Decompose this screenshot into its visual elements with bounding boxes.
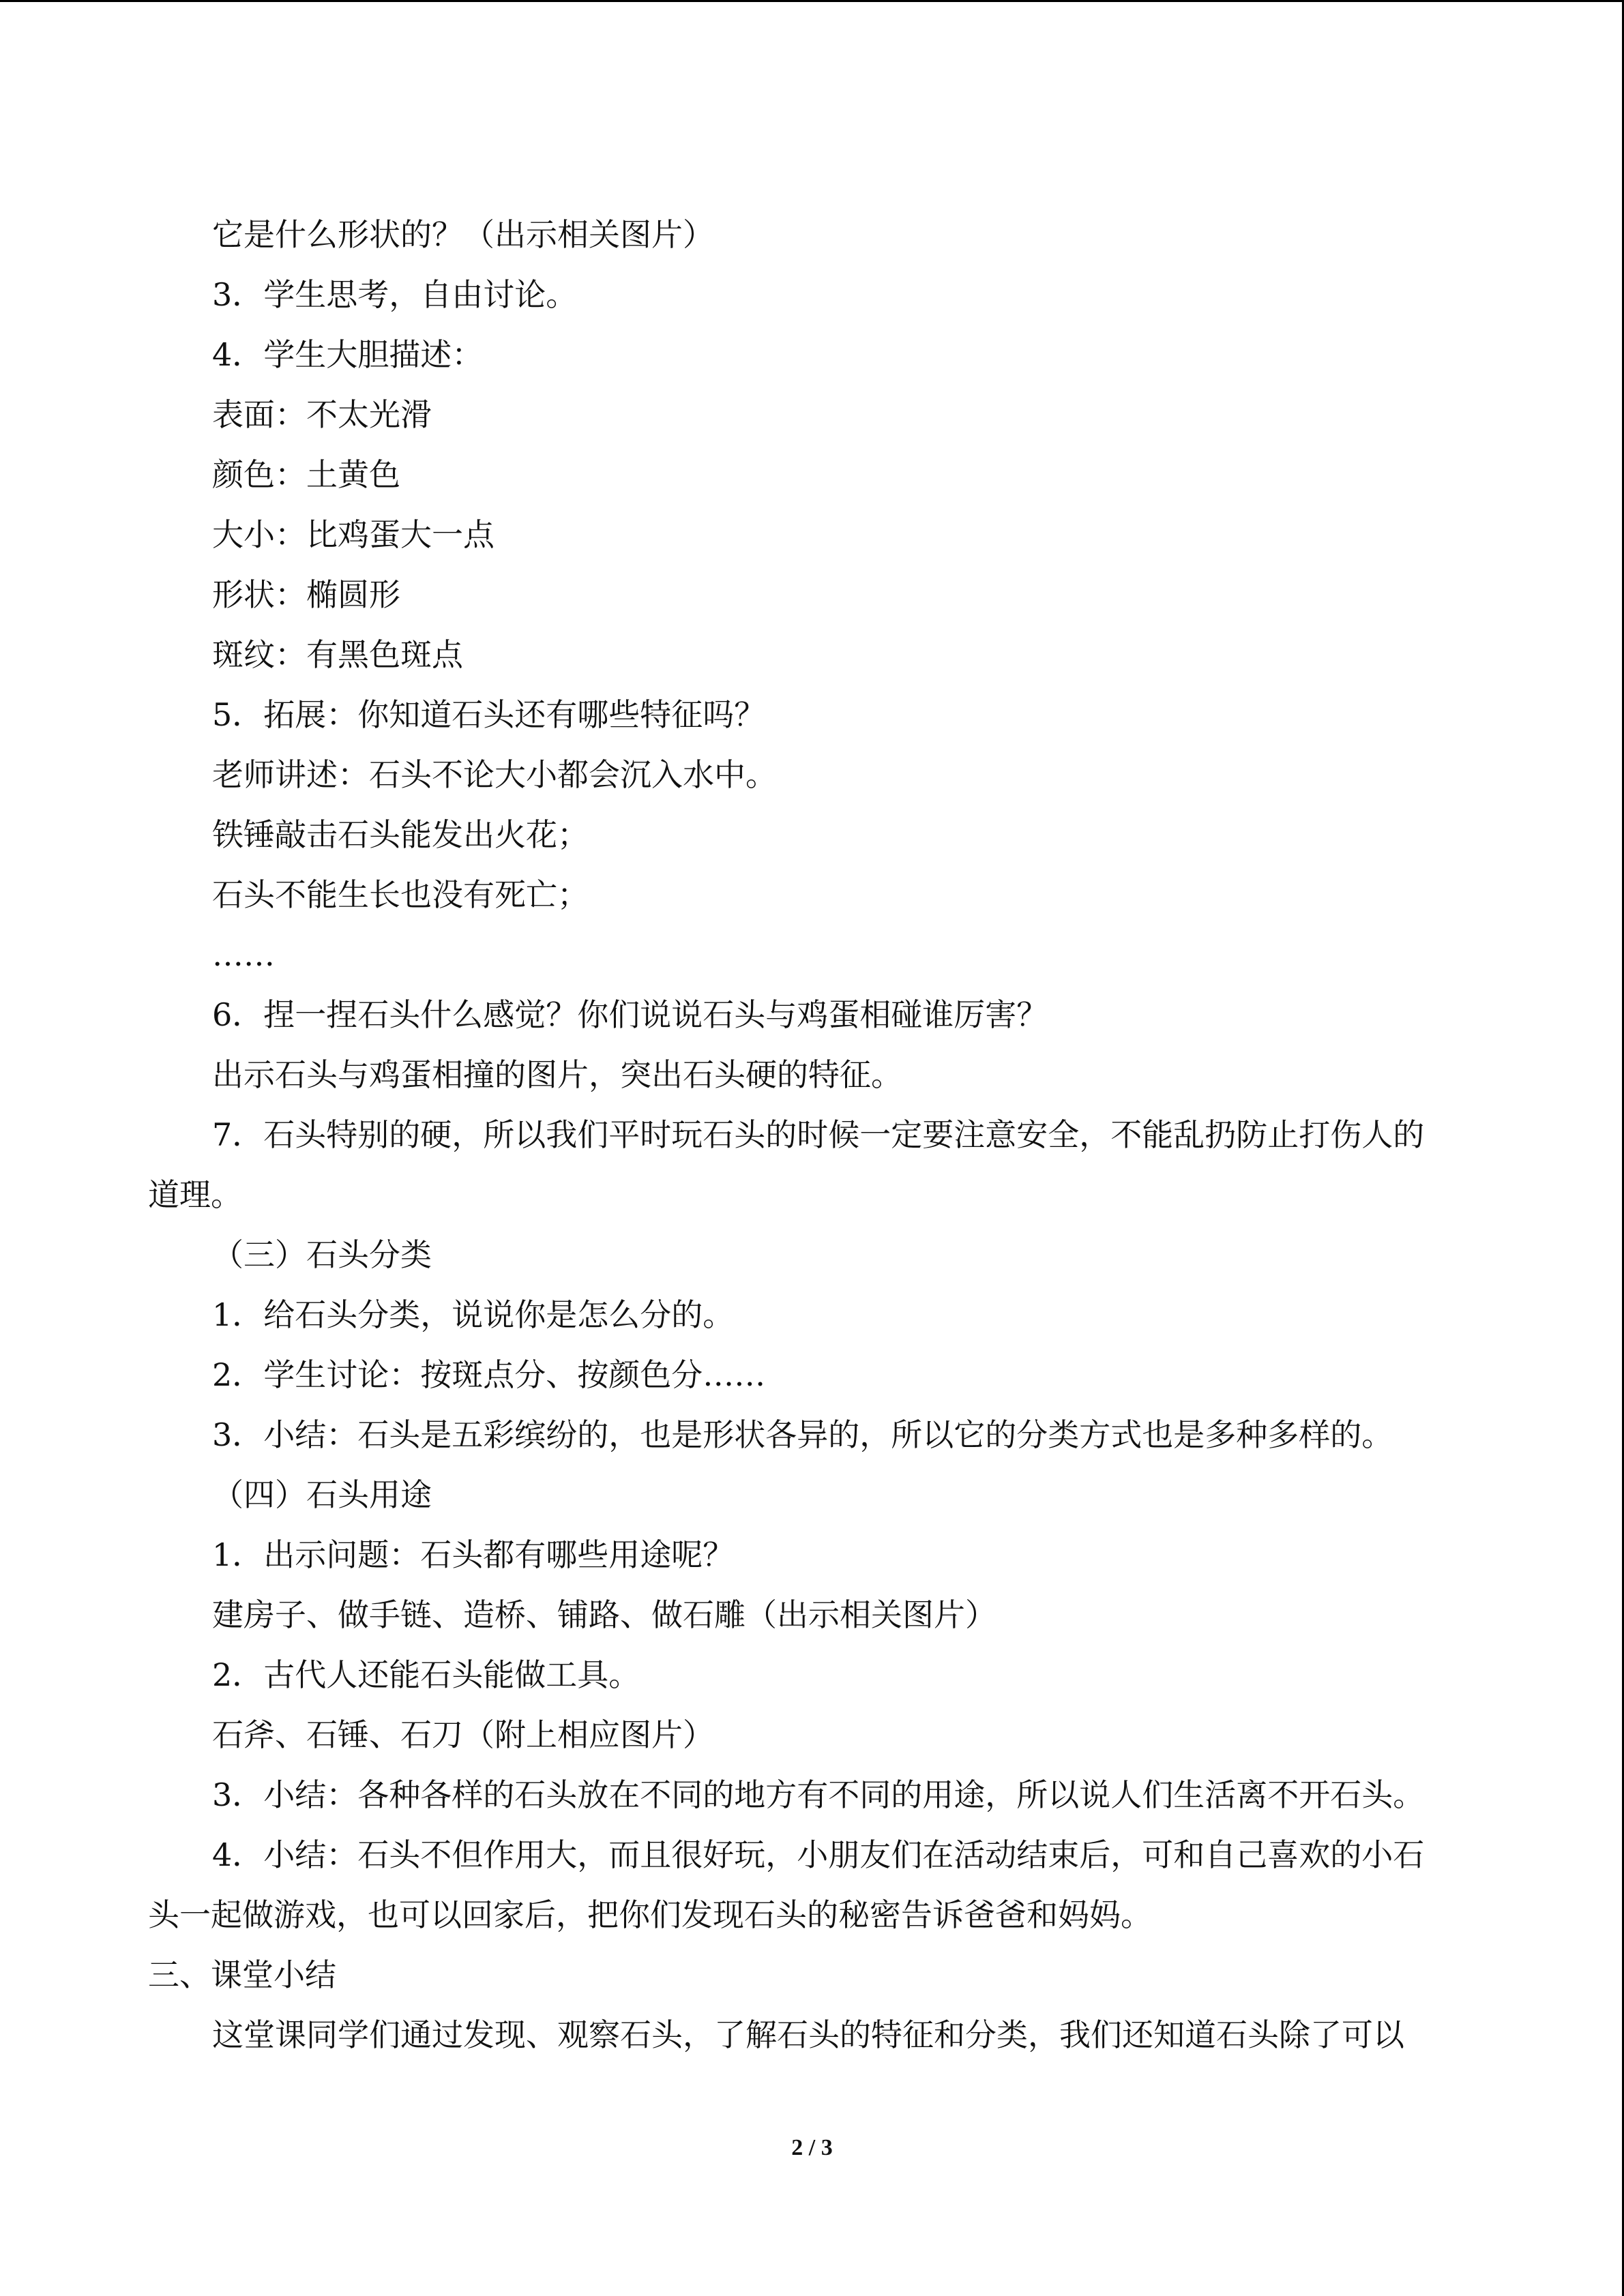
text-line: 石斧、石锤、石刀（附上相应图片）: [212, 1716, 714, 1753]
text-line: 头一起做游戏，也可以回家后，把你们发现石头的秘密告诉爸爸和妈妈。: [148, 1896, 1152, 1933]
text-line: 3．小结：各种各样的石头放在不同的地方有不同的用途，所以说人们生活离不开石头。: [212, 1776, 1425, 1813]
text-line: 它是什么形状的？（出示相关图片）: [212, 216, 714, 253]
text-line: 3．小结：石头是五彩缤纷的，也是形状各异的，所以它的分类方式也是多种多样的。: [212, 1416, 1393, 1453]
section-heading: （三）石头分类: [212, 1236, 432, 1273]
text-line: 2．学生讨论：按斑点分、按颜色分……: [212, 1356, 766, 1393]
section-heading: （四）石头用途: [212, 1476, 432, 1513]
text-line: 出示石头与鸡蛋相撞的图片，突出石头硬的特征。: [212, 1056, 902, 1093]
text-line: ……: [212, 936, 275, 973]
text-line: 颜色：土黄色: [212, 456, 400, 493]
text-line: 大小：比鸡蛋大一点: [212, 516, 494, 553]
text-line: 老师讲述：石头不论大小都会沉入水中。: [212, 756, 777, 793]
text-line: 表面：不太光滑: [212, 396, 432, 433]
text-line: 斑纹：有黑色斑点: [212, 636, 463, 673]
text-line: 4．学生大胆描述：: [212, 336, 484, 373]
text-line: 1．出示问题：石头都有哪些用途呢？: [212, 1536, 735, 1573]
text-line: 道理。: [148, 1176, 242, 1213]
text-line: 3．学生思考，自由讨论。: [212, 276, 578, 313]
text-line: 1．给石头分类，说说你是怎么分的。: [212, 1296, 735, 1333]
text-line: 5．拓展：你知道石头还有哪些特征吗？: [212, 696, 766, 733]
text-line: 建房子、做手链、造桥、铺路、做石雕（出示相关图片）: [212, 1596, 996, 1633]
page-number: 2 / 3: [791, 2135, 833, 2160]
text-line: 铁锤敲击石头能发出火花；: [212, 816, 589, 853]
text-line: 7．石头特别的硬，所以我们平时玩石头的时候一定要注意安全，不能乱扔防止打伤人的: [212, 1116, 1425, 1153]
section-heading: 三、课堂小结: [148, 1956, 336, 1993]
text-line: 形状：椭圆形: [212, 576, 400, 613]
text-line: 6．捏一捏石头什么感觉？你们说说石头与鸡蛋相碰谁厉害？: [212, 996, 1048, 1033]
text-line: 石头不能生长也没有死亡；: [212, 876, 589, 913]
text-line: 2．古代人还能石头能做工具。: [212, 1656, 640, 1693]
text-line: 这堂课同学们通过发现、观察石头，了解石头的特征和分类，我们还知道石头除了可以: [212, 2016, 1404, 2053]
text-line: 4．小结：石头不但作用大，而且很好玩，小朋友们在活动结束后，可和自己喜欢的小石: [212, 1836, 1425, 1873]
